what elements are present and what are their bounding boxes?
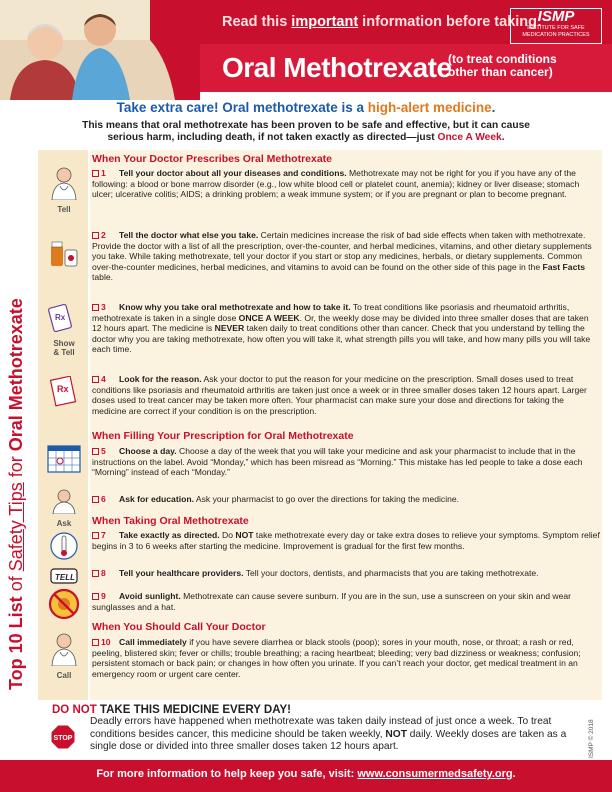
header-photo: [0, 0, 200, 100]
footer-text: For more information to help keep you safe, visit: www.consumermedsafety.org.: [96, 768, 516, 780]
section-heading-filling: When Filling Your Prescription for Oral Methotrexate: [92, 430, 354, 442]
tip-item: 10 Call immediately if you have severe diarrhea or black stools (poop); sores in your mouth, nose, or throat; a rash or red, peeling, blistered skin; fever or chills; trouble breathing; a racing heartbeat; bleeding; very bad dizziness or weakness; confusion; persistent stomach or back pain; or changes in how often you urinate. If you can’t reach your doctor, get medical treatment in an emergency room or urgent care center.: [92, 637, 581, 679]
stop-sign-icon: [50, 724, 76, 750]
checkbox[interactable]: [92, 304, 99, 311]
show-tell-icon: [44, 304, 84, 357]
prescription-icon: [44, 376, 84, 413]
website-link[interactable]: www.consumermedsafety.org: [357, 768, 513, 780]
high-alert-text: high-alert medicine: [367, 100, 492, 115]
tip-item: 5 Choose a day. Choose a day of the week that you will take your medicine and ask your pharmacist to include that in the instructions on the label. Avoid “Monday,” which has been misread as “Morning.” This mistake has led people to take a dose each “Morning” instead of each “Monday.”: [92, 446, 583, 478]
take-care-heading: Take extra care! Oral methotrexate is a high-alert medicine.: [116, 100, 496, 115]
tip-item: 3 Know why you take oral methotrexate and how to take it. To treat conditions like psoriasis and rheumatoid arthritis, methotrexate is taken in a single dose ONCE A WEEK. Or, the weekly dose may be divided into three smaller doses that are taken 12 hours apart. The medicine is NEVER taken daily to treat conditions other than cancer. Check that you understand by telling the doctor why you are taking methotrexate, how often you will take it, what strength pills you will take, and how many pills you will take each time.: [92, 302, 591, 355]
icons-column: [38, 150, 88, 710]
pharmacist-ask-icon: [44, 488, 84, 528]
section-heading-taking: When Taking Oral Methotrexate: [92, 515, 249, 527]
tip-item: 1 Tell your doctor about all your diseases and conditions. Methotrexate may not be right for you if you have any of the following: a blood or bone marrow disorder (e.g., low white blood cell or platelet count, anemia); kidney or liver disease; stomach ulcer; ulcerative colitis; AIDS; a drinking problem; a weak immune system; or if you are pregnant or plan to become pregnant.: [92, 168, 580, 200]
once-a-week-text: Once A Week: [437, 132, 502, 143]
checkbox[interactable]: [92, 532, 99, 539]
ask-label: Ask: [56, 519, 72, 528]
and-tell-label: & Tell: [53, 348, 75, 357]
warning-text: Deadly errors have happened when methotrexate was taken daily instead of just once a week. To treat conditions besides cancer, this medicine should be taken weekly, NOT daily. Weekly doses are taken as a single dose or divided into three smaller doses taken 12 hours apart.: [90, 716, 567, 752]
svg-text:Rx: Rx: [57, 384, 69, 394]
tip-item: 4 Look for the reason. Ask your doctor to put the reason for your medicine on the prescription. Small doses used to treat conditions like psoriasis and rheumatoid arthritis are taken just once a week or in three smaller doses taken 12 hours apart. Larger doses used to treat cancer may be taken more often. Your pharmacist can make sure your dose and directions for taking the medicine are correct if your condition is on the prescription.: [92, 374, 587, 416]
tip-item: 9 Avoid sunlight. Methotrexate can cause severe sunburn. If you are in the sun, use a sunscreen on your skin and wear sunglasses and a hat.: [92, 591, 572, 612]
important-word: important: [291, 14, 359, 30]
stop-text: STOP: [53, 735, 73, 742]
no-sun-icon: [44, 588, 84, 625]
intro-paragraph: This means that oral methotrexate has been proven to be safe and effective, but it can cause serious harm, including death, if not taken exactly as directed—just Once A Week.: [82, 120, 530, 143]
title-qualifier: (to treat conditions other than cancer): [448, 52, 557, 79]
checkbox[interactable]: [92, 232, 99, 239]
section-heading-prescribes: When Your Doctor Prescribes Oral Methotrexate: [92, 153, 333, 165]
tip-item: 7 Take exactly as directed. Do NOT take methotrexate every day or take extra doses to relieve your symptoms. Symptom relief begins in 3 to 6 weeks after starting the medicine. Improvement is gradual for the first few months.: [92, 530, 600, 551]
ismp-logo: ISMP INSTITUTE FOR SAFE MEDICATION PRACTICES: [510, 8, 602, 44]
checkbox[interactable]: [92, 570, 99, 577]
show-label: Show: [53, 339, 75, 348]
checkbox[interactable]: [92, 639, 99, 646]
checkbox[interactable]: [92, 496, 99, 503]
svg-text:TELL: TELL: [55, 573, 75, 582]
side-title: Top 10 List of Safety Tips for Oral Methotrexate: [6, 298, 26, 690]
thermometer-icon: [44, 530, 84, 567]
svg-text:Rx: Rx: [55, 313, 66, 322]
medicine-bottles-icon: [44, 236, 84, 275]
checkbox[interactable]: [92, 448, 99, 455]
doctor-tell-icon: [44, 166, 84, 214]
tell-label: Tell: [57, 205, 71, 214]
warning-heading: DO NOT TAKE THIS MEDICINE EVERY DAY!: [52, 704, 291, 716]
doctor-call-icon: [44, 632, 84, 680]
tip-item: 6 Ask for education. Ask your pharmacist to go over the directions for taking the medicine.: [92, 494, 600, 505]
copyright: ISMP © 2018: [588, 719, 595, 758]
calendar-icon: [44, 442, 84, 479]
checkbox[interactable]: [92, 593, 99, 600]
checkbox[interactable]: [92, 376, 99, 383]
call-label: Call: [56, 671, 72, 680]
read-this-heading: Read this important information before taking:: [222, 14, 542, 30]
page-title: Oral Methotrexate: [222, 52, 452, 83]
section-heading-call: When You Should Call Your Doctor: [92, 621, 266, 633]
tip-item: 8 Tell your healthcare providers. Tell your doctors, dentists, and pharmacists that you are taking methotrexate.: [92, 568, 600, 579]
checkbox[interactable]: [92, 170, 99, 177]
tip-item: 2 Tell the doctor what else you take. Certain medicines increase the risk of bad side effects when taken with methotrexate. Provide the doctor with a list of all the prescription, over-the-counter, and herbal medicines, vitamins, and other dietary supplements you take. While taking methotrexate, tell your doctor if you start or stop any medicines, herbals, or dietary supplements. Common over-the-counter medicines, herbal medicines, and vitamins to avoid can be found on the other side of this page in the Fast Facts table.: [92, 230, 592, 283]
